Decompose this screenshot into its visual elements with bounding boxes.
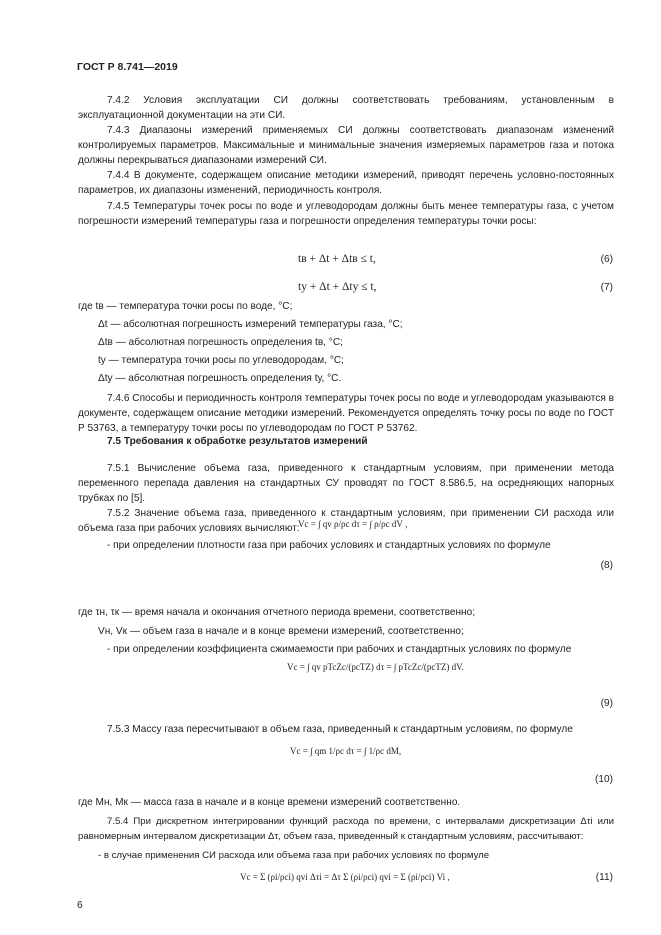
equation-number-8: (8)	[600, 560, 613, 571]
definition-v: Vн, Vк — объем газа в начале и в конце времени измерений, соответственно;	[98, 626, 464, 637]
section-heading-7-5: 7.5 Требования к обработке результатов измерений	[107, 436, 368, 447]
definition-delta-t-water: Δtв — абсолютная погрешность определения tв, °С;	[98, 337, 343, 348]
equation-6: tв + Δt + Δtв ≤ t,	[298, 253, 376, 265]
equation-11: Vс = Σ (ρi/ρсi) qvi Δτi = Δτ Σ (ρi/ρсi) qvi = Σ (ρi/ρсi) Vi ,	[240, 872, 450, 882]
paragraph-7-4-6: 7.4.6 Способы и периодичность контроля температуры точек росы по воде и углеводородам указываются в документе, содержащем описание методики измерений. Рекомендуется определять точку росы по воде по ГОСТ Р 53763, а температуру точки росы по углеводородам по ГОСТ Р 53762.	[78, 393, 614, 435]
page-number: 6	[77, 900, 83, 911]
equation-9: Vс = ∫ qv pTcZc/(pcTZ) dτ = ∫ pTcZc/(pcTZ) dV.	[287, 662, 464, 672]
bullet-compressibility: - при определении коэффициента сжимаемости при рабочих и стандартных условиях по формуле	[107, 644, 572, 655]
equation-number-9: (9)	[600, 698, 613, 709]
equation-number-10: (10)	[595, 774, 613, 785]
bullet-flow-meter: - в случае применения СИ расхода или объема газа при рабочих условиях по формуле	[98, 850, 490, 861]
paragraph-7-5-1: 7.5.1 Вычисление объема газа, приведенного к стандартным условиям, при применении метода переменного перепада давления на стандартных СУ проводят по ГОСТ 8.586.5, на осредняющих напорных трубках по [5].	[78, 463, 614, 505]
document-header: ГОСТ Р 8.741—2019	[77, 61, 178, 73]
equation-10: Vс = ∫ qm 1/ρс dτ = ∫ 1/ρс dM,	[290, 746, 402, 756]
bullet-density: - при определении плотности газа при рабочих условиях и стандартных условиях по формуле	[107, 540, 551, 551]
paragraph-7-5-3: 7.5.3 Массу газа пересчитывают в объем газа, приведенный к стандартным условиям, по формуле	[107, 724, 573, 735]
paragraph-7-4-2: 7.4.2 Условия эксплуатации СИ должны соответствовать требованиям, установленным в эксплуатационной документации на эти СИ.	[78, 95, 614, 122]
paragraph-7-4-5: 7.4.5 Температуры точек росы по воде и углеводородам должны быть менее температуры газа, с учетом погрешности измерений температуры газа и погрешности определения температуры точки росы:	[78, 201, 614, 228]
definition-delta-t-hydrocarbon: Δtу — абсолютная погрешность определения tу, °С.	[98, 373, 342, 384]
equation-7: tу + Δt + Δtу ≤ t,	[298, 281, 377, 293]
definition-tau: где τн, τк — время начала и окончания отчетного периода времени, соответственно;	[78, 607, 476, 618]
equation-number-11: (11)	[595, 872, 613, 883]
equation-number-7: (7)	[600, 282, 613, 293]
definition-delta-t: Δt — абсолютная погрешность измерений температуры газа, °С;	[98, 319, 403, 330]
equation-number-6: (6)	[600, 254, 613, 265]
definition-t-water: где tв — температура точки росы по воде, °С;	[78, 301, 293, 312]
paragraph-7-4-3: 7.4.3 Диапазоны измерений применяемых СИ должны соответствовать диапазонам изменений контролируемых параметров. Максимальные и минимальные значения измеряемых параметров газа и потока должны перекрываться диапазонами измерений СИ.	[78, 125, 614, 167]
equation-8: Vс = ∫ qv ρ/ρс dτ = ∫ ρ/ρс dV ,	[298, 519, 408, 529]
paragraph-7-4-4: 7.4.4 В документе, содержащем описание методики измерений, приводят перечень условно-постоянных параметров, их диапазоны изменений, периодичность контроля.	[78, 170, 614, 197]
paragraph-7-5-4: 7.5.4 При дискретном интегрировании функций расхода по времени, с интервалами дискретизации Δτi или равномерным интервалом дискретизации Δτ, объем газа, приведенный к стандартным условиям, рассчитывают:	[78, 816, 614, 843]
paragraph-7-5-2: 7.5.2 Значение объема газа, приведенного к стандартным условиям, при применении СИ расхода или объема газа при рабочих условиях вычисляют:	[78, 508, 614, 535]
definition-t-hydrocarbon: tу — температура точки росы по углеводородам, °С;	[98, 355, 344, 366]
definition-mass: где Mн, Mк — масса газа в начале и в конце времени измерений соответственно.	[78, 797, 461, 808]
